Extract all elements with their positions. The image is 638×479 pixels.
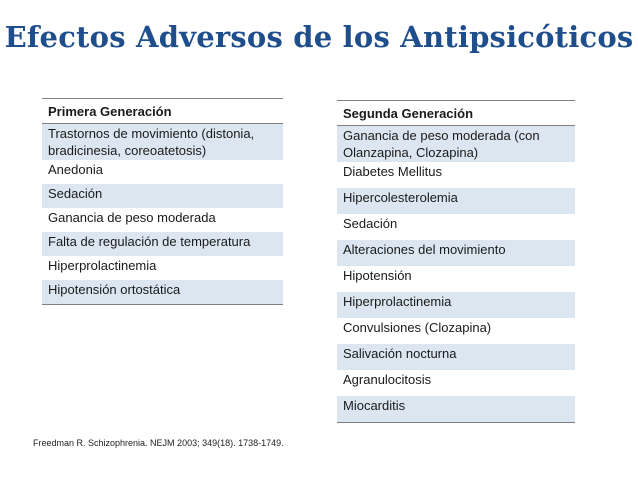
second-generation-row: Hipercolesterolemia (337, 188, 575, 214)
first-generation-row: Anedonia (48, 162, 103, 177)
second-generation-row: Agranulocitosis (343, 372, 432, 387)
second-generation-row: Alteraciones del movimiento (337, 240, 575, 266)
first-generation-row: Falta de regulación de temperatura (42, 232, 283, 256)
second-generation-row: Diabetes Mellitus (343, 164, 442, 179)
second-generation-row: Miocarditis (337, 396, 575, 423)
second-generation-row: Sedación (343, 216, 398, 231)
first-generation-row: Hipotensión ortostática (42, 280, 283, 305)
first-generation-row: Trastornos de movimiento (distonia, bradicinesia, coreoatetosis) (42, 124, 283, 161)
second-generation-row: Hiperprolactinemia (337, 292, 575, 318)
second-generation-row: Salivación nocturna (337, 344, 575, 370)
second-generation-row: Hipotensión (343, 268, 412, 283)
second-generation-header: Segunda Generación (337, 101, 575, 126)
first-generation-header: Primera Generación (42, 99, 283, 124)
citation: Freedman R. Schizophrenia. NEJM 2003; 349(18). 1738-1749. (33, 438, 284, 448)
first-generation-row: Hiperprolactinemia (48, 258, 157, 273)
second-generation-row: Ganancia de peso moderada (con Olanzapina, Clozapina) (337, 126, 575, 163)
first-generation-row: Sedación (42, 184, 283, 208)
first-generation-table (42, 98, 283, 305)
slide-title: Efectos Adversos de los Antipsicóticos (4, 20, 634, 54)
second-generation-table (337, 100, 575, 423)
second-generation-row: Convulsiones (Clozapina) (343, 320, 492, 335)
first-generation-row: Ganancia de peso moderada (48, 210, 216, 225)
